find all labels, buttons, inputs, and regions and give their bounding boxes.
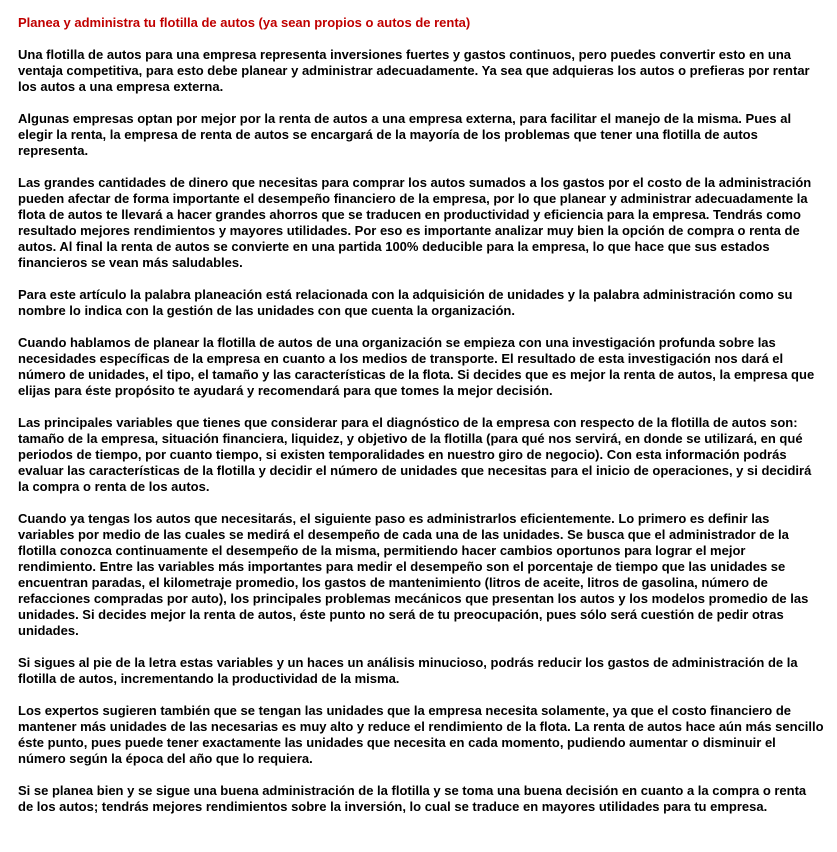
article-paragraph: Una flotilla de autos para una empresa representa inversiones fuertes y gastos continuos, pero puedes convertir esto en una ventaja competitiva, para esto debe planear y administrar adecuadamente. Ya sea que adquieras los autos o prefieras por rentar los autos a una empresa externa.	[18, 47, 810, 94]
article-paragraph: Las principales variables que tienes que considerar para el diagnóstico de la empresa con respecto de la flotilla de autos son: tamaño de la empresa, situación financiera, liquidez, y objetivo de la flotilla (para qué nos servirá, en donde se utilizará, en qué periodos de tiempo, por cuanto tiempo, si existen temporalidades en nuestro giro de negocio). Con esta información podrás evaluar las características de la flotilla y decidir el número de unidades que necesitas para el inicio de operaciones, y si decidirá la compra o renta de los autos.	[18, 415, 812, 494]
article	[18, 12, 824, 815]
article-paragraph: Para este artículo la palabra planeación está relacionada con la adquisición de unidades y la palabra administración como su nombre lo indica con la gestión de las unidades con que cuenta la organización.	[18, 287, 793, 318]
article-paragraph: Si sigues al pie de la letra estas variables y un haces un análisis minucioso, podrás reducir los gastos de administración de la flotilla de autos, incrementando la productividad de la misma.	[18, 655, 798, 686]
article-paragraph: Cuando hablamos de planear la flotilla de autos de una organización se empieza con una investigación profunda sobre las necesidades específicas de la empresa en cuanto a los medios de transporte. El resultado de esta investigación nos dará el número de unidades, el tipo, el tamaño y las características de la flota. Si decides que es mejor la renta de autos, la empresa que elijas para éste propósito te ayudará y recomendará para que tomes la mejor decisión.	[18, 335, 815, 398]
article-paragraph: Los expertos sugieren también que se tengan las unidades que la empresa necesita solamente, ya que el costo financiero de mantener más unidades de las necesarias es muy alto y reduce el rendimiento de la flota. La renta de autos hace aún más sencillo éste punto, pues puede tener exactamente las unidades que necesita en cada momento, pudiendo aumentar o disminuir el número según la época del año que lo requiera.	[18, 703, 824, 766]
article-paragraph: Algunas empresas optan por mejor por la renta de autos a una empresa externa, para facilitar el manejo de la misma. Pues al elegir la renta, la empresa de renta de autos se encargará de la mayoría de los problemas que tener una flotilla de autos representa.	[18, 111, 792, 158]
article-paragraph: Si se planea bien y se sigue una buena administración de la flotilla y se toma una buena decisión en cuanto a la compra o renta de los autos; tendrás mejores rendimientos sobre la inversión, lo cual se traduce en mayores utilidades para tu empresa.	[18, 783, 807, 814]
article-title: Planea y administra tu flotilla de autos (ya sean propios o autos de renta)	[18, 15, 471, 30]
article-paragraph: Las grandes cantidades de dinero que necesitas para comprar los autos sumados a los gastos por el costo de la administración pueden afectar de forma importante el desempeño financiero de la empresa, por lo que planear y administrar adecuadamente la flota de autos te llevará a hacer grandes ahorros que se traducen en productividad y eficiencia para la empresa. Tendrás como resultado mejores rendimientos y mayores utilidades. Por eso es importante analizar muy bien la opción de compra o renta de autos. Al final la renta de autos se convierte en una partida 100% deducible para la empresa, lo que hace que sus estados financieros se vean más saludables.	[18, 175, 812, 270]
article-paragraph: Cuando ya tengas los autos que necesitarás, el siguiente paso es administrarlos eficientemente. Lo primero es definir las variables por medio de las cuales se medirá el desempeño de cada una de las unidades. Se busca que el administrador de la flotilla conozca continuamente el desempeño de la misma, permitiendo hacer cambios oportunos para lograr el mejor rendimiento. Entre las variables más importantes para medir el desempeño son el porcentaje de tiempo que las unidades se encuentran paradas, el kilometraje promedio, los gastos de mantenimiento (litros de aceite, litros de gasolina, número de refacciones compradas por auto), los principales problemas mecánicos que presentan los autos y los modelos promedio de las unidades. Si decides mejor la renta de autos, éste punto no será de tu preocupación, pues sólo será cuestión de pedir otras unidades.	[18, 511, 809, 638]
